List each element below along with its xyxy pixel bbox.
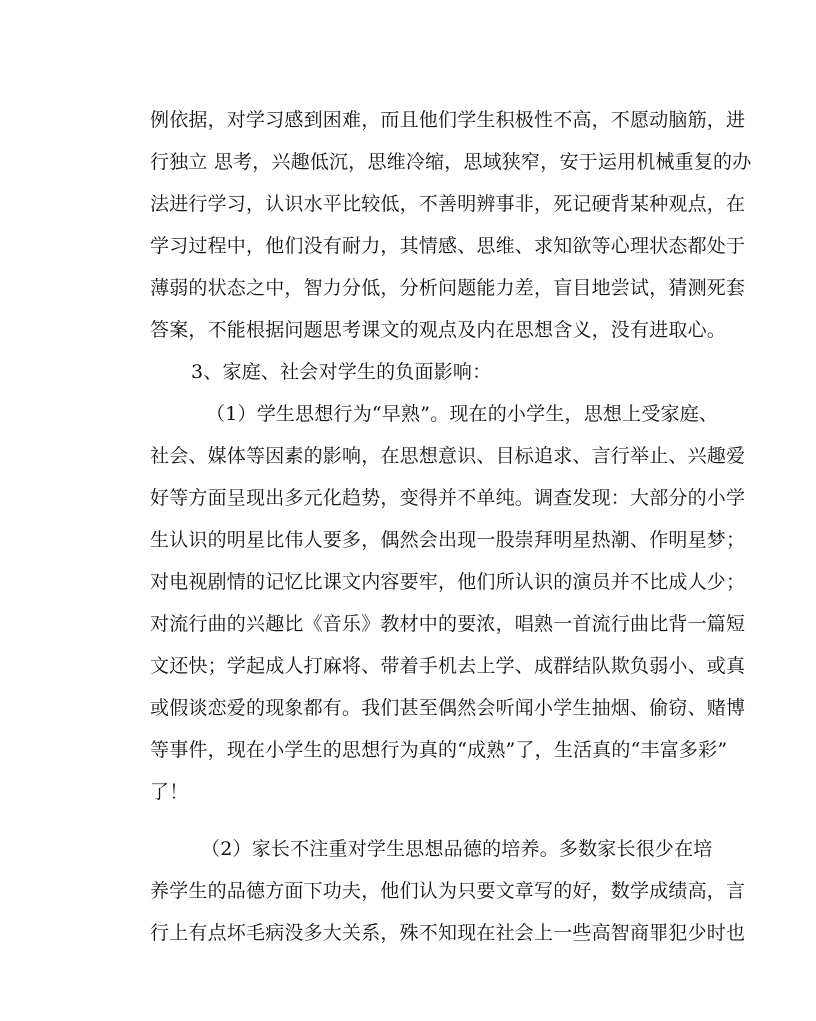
text-line: 例依据，对学习感到困难，而且他们学生积极性不高，不愿动脑筋，进 — [150, 109, 746, 131]
text-line: 行上有点坏毛病没多大关系，殊不知现在社会上一些高智商罪犯少时也 — [150, 922, 746, 944]
paragraph-start: （1）学生思想行为“早熟”。现在的小学生，思想上受家庭、 — [206, 403, 719, 425]
text-line: 等事件，现在小学生的思想行为真的“成熟”了，生活真的“丰富多彩” — [150, 739, 728, 761]
text-line: 薄弱的状态之中，智力分低，分析问题能力差，盲目地尝试，猜测死套 — [150, 277, 746, 299]
text-line: 对电视剧情的记忆比课文内容要牢，他们所认识的演员并不比成人少； — [150, 571, 746, 593]
text-line: 对流行曲的兴趣比《音乐》教材中的要浓，唱熟一首流行曲比背一篇短 — [150, 613, 746, 635]
paragraph-start: （2）家长不注重对学生思想品德的培养。多数家长很少在培 — [201, 838, 713, 860]
text-line: 了！ — [150, 781, 189, 803]
text-line: 生认识的明星比伟人要多，偶然会出现一股崇拜明星热潮、作明星梦； — [150, 529, 746, 551]
text-line: 法进行学习，认识水平比较低，不善明辨事非，死记硬背某种观点，在 — [150, 193, 746, 215]
text-line: 行独立 思考，兴趣低沉，思维冷缩，思域狭窄，安于运用机械重复的办 — [150, 151, 752, 173]
text-line: 学习过程中，他们没有耐力，其情感、思维、求知欲等心理状态都处于 — [150, 235, 746, 257]
text-line: 答案，不能根据问题思考课文的观点及内在思想含义，没有进取心。 — [150, 319, 727, 341]
text-line: 社会、媒体等因素的影响，在思想意识、目标追求、言行举止、兴趣爱 — [150, 445, 746, 467]
text-line: 好等方面呈现出多元化趋势，变得并不单纯。调查发现：大部分的小学 — [150, 487, 746, 509]
text-line: 文还快；学起成人打麻将、带着手机去上学、成群结队欺负弱小、或真 — [150, 655, 746, 677]
section-heading: 3、家庭、社会对学生的负面影响： — [191, 361, 492, 383]
text-line: 或假谈恋爱的现象都有。我们甚至偶然会听闻小学生抽烟、偷窃、赌博 — [150, 697, 746, 719]
text-line: 养学生的品德方面下功夫，他们认为只要文章写的好，数学成绩高，言 — [150, 880, 746, 902]
